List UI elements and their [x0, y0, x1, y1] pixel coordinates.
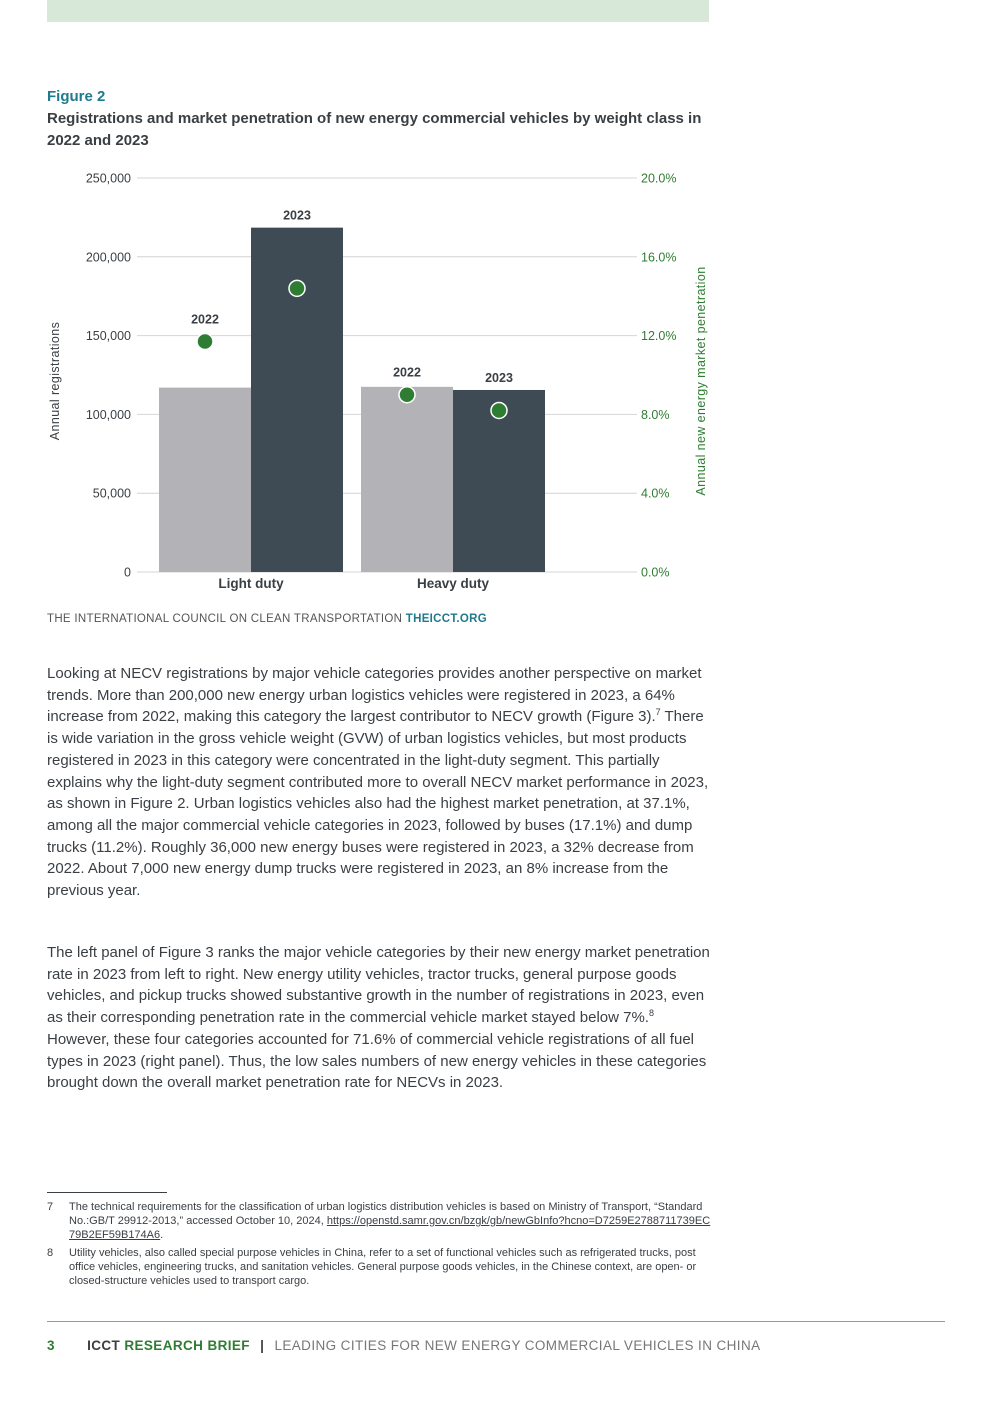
y2-tick-label: 20.0%	[641, 171, 677, 186]
y-tick-label: 250,000	[85, 171, 131, 186]
y-tick-label: 50,000	[92, 486, 131, 501]
figure-label: Figure 2	[47, 88, 106, 105]
footnote-8	[47, 1246, 712, 1288]
page-footer	[47, 1338, 761, 1353]
footnote-ref-7[interactable]: 7	[655, 707, 661, 718]
bar-series-label: 2022	[393, 365, 421, 380]
bar-2022-heavy-duty	[361, 387, 453, 572]
page-number: 3	[47, 1338, 55, 1353]
top-color-band	[47, 0, 709, 22]
y-tick-label: 100,000	[85, 407, 131, 422]
y-tick-label: 150,000	[85, 329, 131, 344]
footer-org: ICCT	[87, 1338, 121, 1353]
y-tick-label: 0	[124, 565, 131, 580]
body-paragraph-2	[47, 942, 712, 1094]
bar-series-label: 2022	[191, 312, 219, 327]
y2-tick-label: 8.0%	[641, 407, 670, 422]
penetration-marker	[399, 387, 415, 403]
y2-axis-label: Annual new energy market penetration	[694, 266, 708, 496]
footnote-8-number: 8	[47, 1247, 54, 1259]
chart-bars	[159, 228, 545, 572]
bar-series-label: 2023	[283, 208, 311, 223]
penetration-marker	[491, 402, 507, 418]
paragraph-1-text-a: Looking at NECV registrations by major vehicle categories provides another perspective on market trends. More than 200,000 new energy urban logistics vehicles were registered in 2023, a 64% increase from 2022, making this category the largest contributor to NECV growth (Figure 3).	[47, 665, 702, 726]
figure-title: Registrations and market penetration of new energy commercial vehicles by weight class in 2022 and 2023	[47, 110, 702, 149]
chart-source	[47, 613, 487, 625]
paragraph-1-text-b: There is wide variation in the gross vehicle weight (GVW) of urban logistics vehicles, but most products registered in 2023 in this category were concentrated in the light-duty segment. This partially explains why the light-duty segment contributed more to overall NECV market performance in 2023, as shown in Figure 2. Urban logistics vehicles also had the highest market penetration, at 37.1%, among all the major commercial vehicle categories in 2023, followed by buses (17.1%) and dump trucks (11.2%). Roughly 36,000 new energy buses were registered in 2023, a 32% decrease from 2022. About 7,000 new energy dump trucks were registered in 2023, an 8% increase from the previous year.	[47, 708, 709, 900]
body-paragraph-1	[47, 663, 712, 902]
bar-2023-light-duty	[251, 228, 343, 572]
footnote-ref-8[interactable]: 8	[648, 1008, 654, 1019]
penetration-marker	[197, 334, 213, 350]
bar-series-label: 2023	[485, 370, 513, 385]
y2-tick-label: 16.0%	[641, 250, 677, 265]
bar-2022-light-duty	[159, 388, 251, 572]
footnote-8-text: Utility vehicles, also called special purpose vehicles in China, refer to a set of functional vehicles such as refrigerated trucks, post office vehicles, engineering trucks, and sanitation vehicles. General purpose goods vehicles, in the Chinese context, are open- or closed-structure vehicles used to transport cargo.	[69, 1247, 697, 1287]
footnote-divider	[47, 1192, 167, 1193]
y2-tick-label: 0.0%	[641, 565, 670, 580]
bar-chart	[0, 160, 992, 610]
footer-divider	[47, 1321, 945, 1322]
y-axis-label: Annual registrations	[48, 321, 62, 441]
category-label: Light duty	[218, 576, 284, 591]
source-org: THE INTERNATIONAL COUNCIL ON CLEAN TRANSPORTATION	[47, 613, 403, 625]
footnote-7-number: 7	[47, 1201, 54, 1213]
y2-tick-label: 4.0%	[641, 486, 670, 501]
y-tick-label: 200,000	[85, 250, 131, 265]
paragraph-2-text-b: However, these four categories accounted for 71.6% of commercial vehicle registrations of all fuel types in 2023 (right panel). Thus, the low sales numbers of new energy vehicles in these categories brought down the overall market penetration rate for NECVs in 2023.	[47, 1030, 707, 1092]
source-site-link[interactable]: THEICCT.ORG	[405, 613, 488, 625]
footnote-7	[47, 1200, 712, 1242]
category-label: Heavy duty	[416, 576, 490, 591]
footer-separator: |	[260, 1338, 265, 1353]
footnote-7-link[interactable]: https://openstd.samr.gov.cn/bzgk/gb/newGbInfo?hcno=D7259E2788711739EC79B2EF59B174A6	[69, 1215, 711, 1241]
y2-tick-label: 12.0%	[641, 329, 677, 344]
footer-doc-title: LEADING CITIES FOR NEW ENERGY COMMERCIAL VEHICLES IN CHINA	[274, 1338, 761, 1353]
footer-doc-type: RESEARCH BRIEF	[124, 1338, 250, 1353]
paragraph-2-text-a: The left panel of Figure 3 ranks the major vehicle categories by their new energy market penetration rate in 2023 from left to right. New energy utility vehicles, tractor trucks, general purpose goods vehicles, and pickup trucks showed substantive growth in the number of registrations in 2023, even as their corresponding penetration rate in the commercial vehicle market stayed below 7%.	[47, 944, 710, 1027]
footnote-7-text: The technical requirements for the classification of urban logistics distribution vehicles is based on Ministry of Transport, “Standard No.:GB/T 29912-2013,” accessed October 10, 2024,	[69, 1201, 703, 1227]
penetration-marker	[289, 280, 305, 296]
footnote-7-end: .	[160, 1229, 164, 1241]
